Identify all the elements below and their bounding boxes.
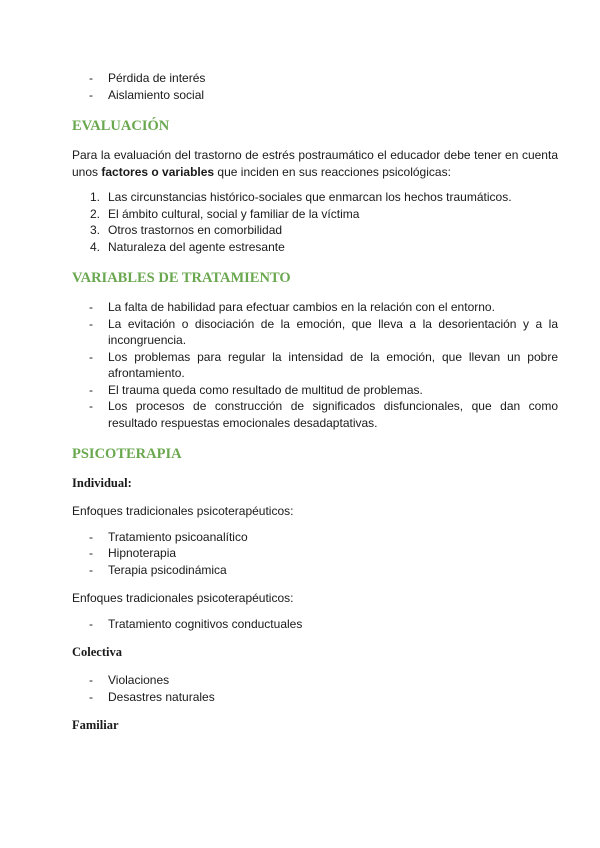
individual-intro-2: Enfoques tradicionales psicoterapéuticos: [72,591,294,605]
list-item: - Terapia psicodinámica [72,562,558,579]
list-item: - Violaciones [72,672,558,689]
paragraph-text: que inciden en sus reacciones psicológicas: [214,164,451,179]
item-number: 1. [90,190,101,204]
subheading-colectiva: Colectiva [72,645,122,659]
paragraph-bold-text: factores o variables [101,164,215,179]
list-item: - Los problemas para regular la intensidad de la emoción, que llevan un pobre afrontamiento. [72,349,558,382]
colectiva-list [72,672,558,705]
individual-intro-1: Enfoques tradicionales psicoterapéuticos: [72,504,294,518]
subheading-individual: Individual: [72,476,132,490]
list-item: - Tratamiento psicoanalítico [72,529,558,546]
list-item: - Aislamiento social [72,87,558,104]
evaluacion-paragraph [72,147,558,180]
paragraph-text: Para la evaluación del trastorno de estrés postraumático el educador debe tener en cuenta unos [72,148,558,179]
item-text: El ámbito cultural, social y familiar de la víctima [108,206,360,221]
list-item [72,222,558,239]
list-item [72,189,558,206]
symptom-list [72,70,558,103]
individual-list-1 [72,529,558,579]
item-text: Las circunstancias histórico-sociales que enmarcan los hechos traumáticos. [108,190,512,204]
subheading-familiar: Familiar [72,718,119,732]
individual-list-2 [72,616,558,633]
section-heading-psicoterapia: PSICOTERAPIA [72,446,182,462]
section-heading-evaluacion: EVALUACIÓN [72,118,170,134]
item-text: Naturaleza del agente estresante [108,239,285,254]
list-item: - Desastres naturales [72,689,558,706]
evaluacion-factor-list [72,189,558,255]
item-text: Otros trastornos en comorbilidad [108,223,283,237]
list-item [72,206,558,223]
list-item: - El trauma queda como resultado de multitud de problemas. [72,382,558,399]
list-item: - Hipnoterapia [72,545,558,562]
list-item: - La evitación o disociación de la emoción, que lleva a la desorientación y a la incongruencia. [72,316,558,349]
list-item [72,239,558,256]
item-number: 2. [90,206,101,221]
section-heading-variables: VARIABLES DE TRATAMIENTO [72,270,291,286]
variables-list [72,299,558,431]
list-item: - La falta de habilidad para efectuar cambios en la relación con el entorno. [72,299,558,316]
list-item: - Los procesos de construcción de significados disfuncionales, que dan como resultado respuestas emocionales desadaptativas. [72,398,558,431]
list-item: - Pérdida de interés [72,70,558,87]
item-number: 3. [90,223,101,237]
page-content [72,70,558,733]
list-item: - Tratamiento cognitivos conductuales [72,616,558,633]
item-number: 4. [90,239,101,254]
